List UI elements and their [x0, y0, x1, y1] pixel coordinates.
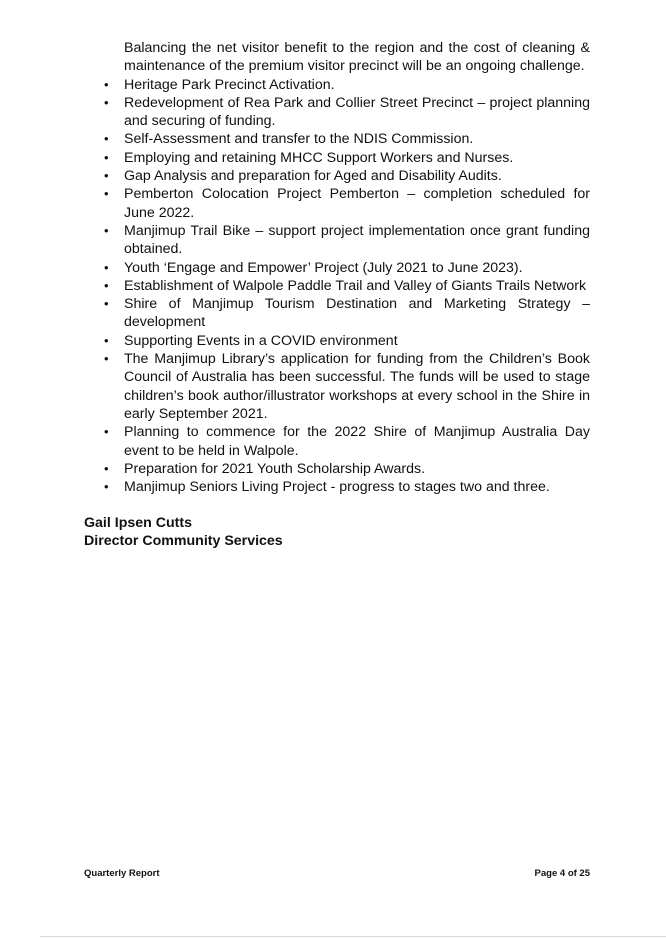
bullet-icon: •	[104, 424, 109, 440]
list-item-text: Supporting Events in a COVID environment	[124, 332, 398, 349]
list-item	[84, 478, 590, 496]
list-item-text: Establishment of Walpole Paddle Trail and Valley of Giants Trails Network	[124, 277, 587, 294]
list-item-text: Manjimup Seniors Living Project - progress to stages two and three.	[124, 479, 550, 496]
list-item	[84, 94, 590, 131]
list-item-text: Youth ‘Engage and Empower’ Project (July 2021 to June 2023).	[124, 259, 523, 276]
bullet-icon: •	[104, 351, 109, 367]
bullet-list	[84, 76, 590, 497]
list-item	[84, 277, 590, 295]
list-item	[84, 332, 590, 350]
list-item-text: Preparation for 2021 Youth Scholarship Awards.	[124, 460, 426, 477]
footer-page-number: Page 4 of 25	[534, 868, 590, 879]
page-bottom-divider	[40, 936, 666, 937]
bullet-icon: •	[104, 277, 109, 293]
list-item	[84, 167, 590, 185]
bullet-icon: •	[104, 296, 109, 312]
list-item	[84, 295, 590, 332]
list-item	[84, 76, 590, 94]
bullet-icon: •	[104, 94, 109, 110]
bullet-icon: •	[104, 186, 109, 202]
bullet-icon: •	[104, 259, 109, 275]
list-item	[84, 460, 590, 478]
bullet-icon: •	[104, 76, 109, 92]
list-item	[84, 130, 590, 148]
bullet-icon: •	[104, 222, 109, 238]
bullet-icon: •	[104, 168, 109, 184]
list-item-text: Manjimup Trail Bike – support project implementation once grant funding obtained.	[124, 222, 590, 258]
signatory-title: Director Community Services	[84, 533, 283, 550]
bullet-icon: •	[104, 332, 109, 348]
list-item-text: Shire of Manjimup Tourism Destination and Marketing Strategy – development	[124, 296, 590, 331]
list-item	[84, 350, 590, 423]
bullet-icon: •	[104, 131, 109, 147]
bullet-icon: •	[104, 460, 109, 476]
list-item	[84, 222, 590, 259]
list-item-text: Planning to commence for the 2022 Shire of Manjimup Australia Day event to be held in Walpole.	[124, 424, 590, 459]
list-item-text: Heritage Park Precinct Activation.	[124, 76, 335, 93]
list-item-text: The Manjimup Library’s application for funding from the Children’s Book Council of Australia has been successful. The funds will be used to stage children’s book author/illustrator workshops at every school in the Shire in early September 2021.	[124, 351, 590, 422]
bullet-icon: •	[104, 149, 109, 165]
list-item-text: Pemberton Colocation Project Pemberton – completion scheduled for June 2022.	[124, 186, 590, 221]
list-item-text: Redevelopment of Rea Park and Collier Street Precinct – project planning and securing of funding.	[124, 94, 590, 130]
signature-block	[84, 514, 283, 551]
signatory-name: Gail Ipsen Cutts	[84, 515, 192, 531]
list-item	[84, 259, 590, 277]
bullet-icon: •	[104, 479, 109, 495]
list-item	[84, 185, 590, 222]
continuation-paragraph: Balancing the net visitor benefit to the region and the cost of cleaning & maintenance of the premium visitor precinct will be an ongoing challenge.	[124, 40, 590, 75]
list-item-text: Self-Assessment and transfer to the NDIS Commission.	[124, 131, 474, 148]
report-body	[84, 39, 590, 496]
list-item-text: Employing and retaining MHCC Support Workers and Nurses.	[124, 149, 514, 166]
list-item	[84, 149, 590, 167]
list-item	[84, 423, 590, 460]
footer-report-name: Quarterly Report	[84, 868, 160, 879]
list-item-text: Gap Analysis and preparation for Aged and Disability Audits.	[124, 168, 502, 185]
